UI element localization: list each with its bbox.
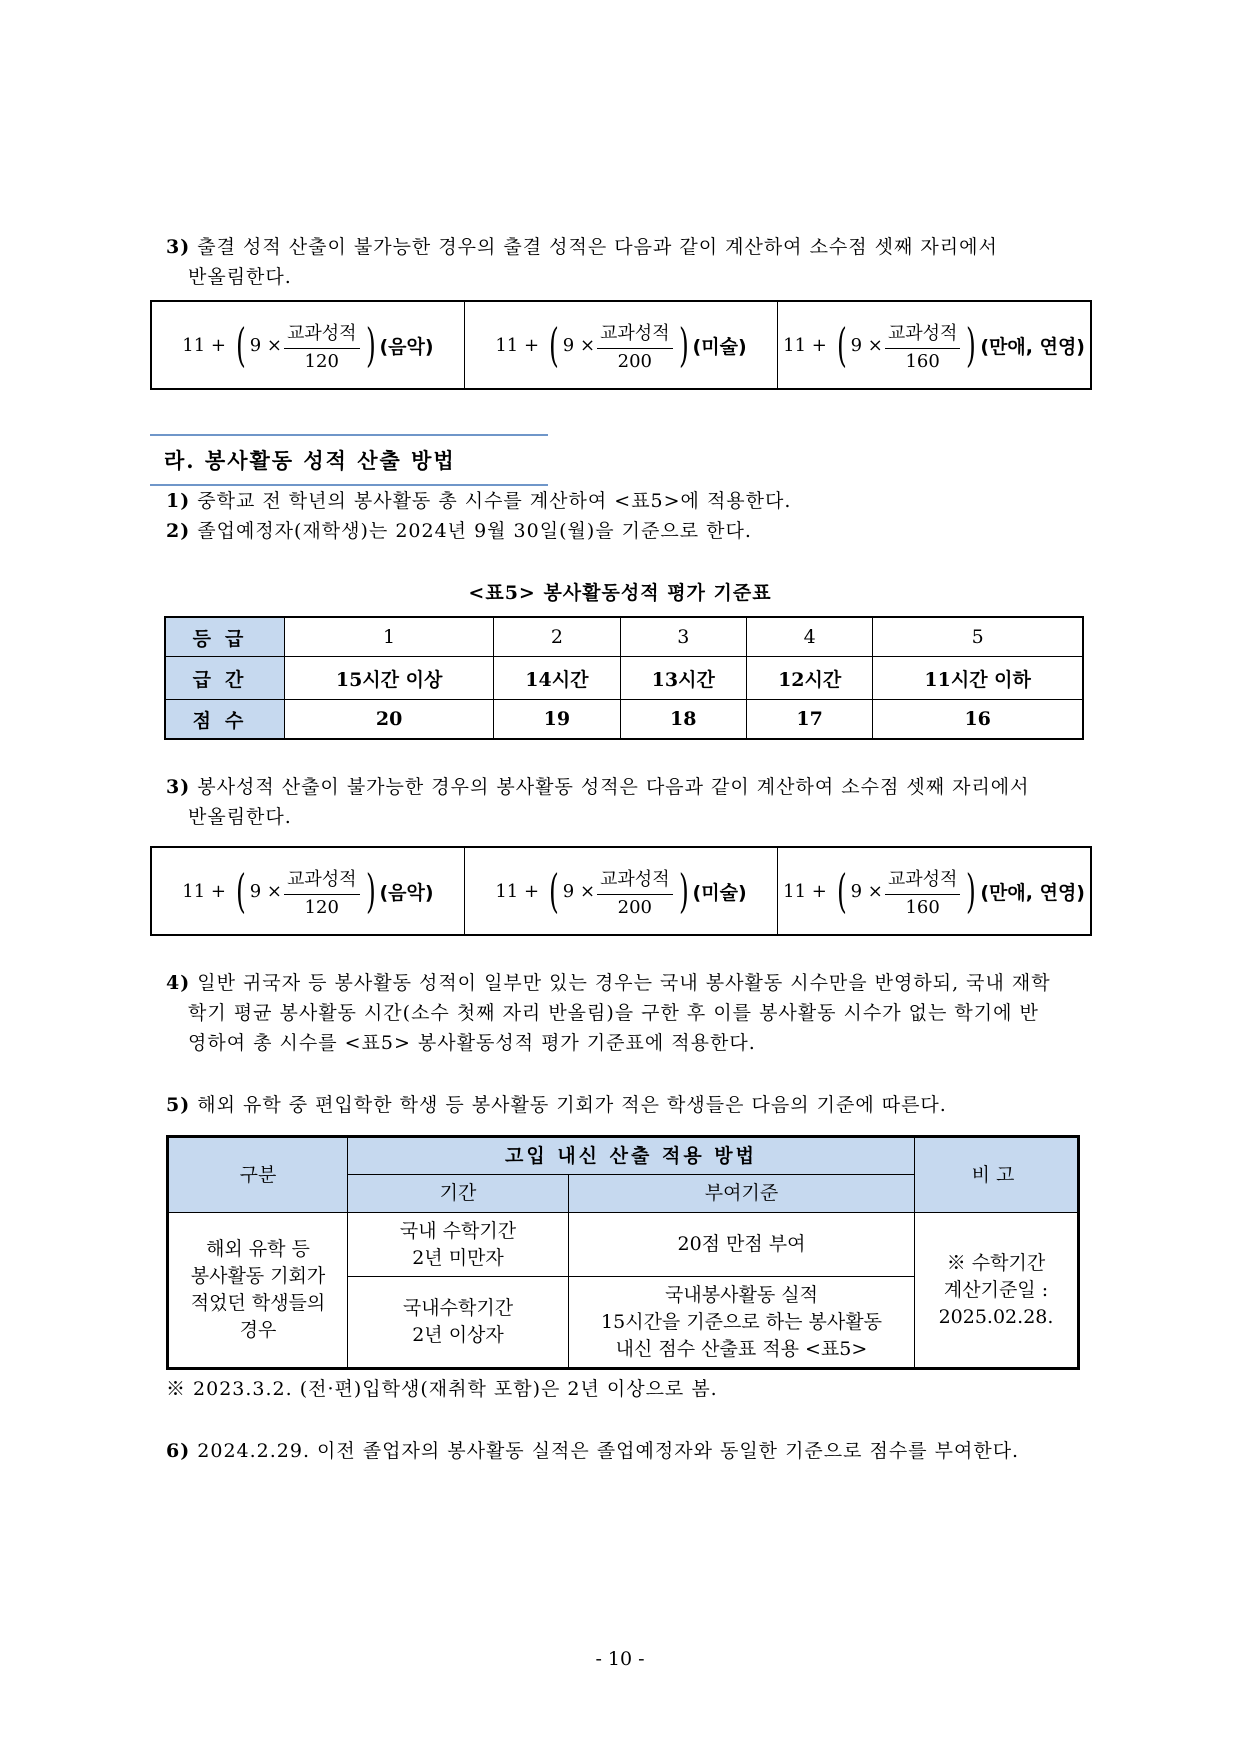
item-number: 3) (166, 236, 191, 258)
item-number: 5) (166, 1094, 191, 1116)
item-number: 2) (166, 520, 191, 542)
item-text-line2: 반올림한다. (188, 806, 292, 828)
formula-numerator: 교과성적 (284, 319, 360, 349)
item-text: 해외 유학 중 편입학한 학생 등 봉사활동 기회가 적은 학생들은 다음의 기준에 따른다. (197, 1094, 947, 1116)
formula-mult: 9 × (850, 880, 883, 902)
formula-subject: (만애, 연영) (980, 335, 1085, 358)
volunteer-item-3 (166, 772, 1030, 832)
grade-cell: 2 (494, 617, 620, 657)
section-title-box (150, 434, 548, 486)
formula-numerator: 교과성적 (597, 865, 673, 895)
item-text: 2024.2.29. 이전 졸업자의 봉사활동 실적은 졸업예정자와 동일한 기준으로 점수를 부여한다. (197, 1440, 1020, 1462)
item-text-line1: 봉사성적 산출이 불가능한 경우의 봉사활동 성적은 다음과 같이 계산하여 소수점 셋째 자리에서 (197, 776, 1030, 798)
header-category: 구분 (168, 1137, 348, 1213)
header-period: 기간 (348, 1175, 569, 1213)
category-line: 해외 유학 등 (206, 1238, 310, 1260)
period-cell (348, 1213, 569, 1277)
row-header-score: 점수 (165, 700, 285, 740)
period-line: 국내 수학기간 (399, 1219, 517, 1242)
formula-numerator: 교과성적 (885, 865, 961, 895)
formula-numerator: 교과성적 (597, 319, 673, 349)
item-text-line2: 학기 평균 봉사활동 시간(소수 첫째 자리 반올림)을 구한 후 이를 봉사활동 시수가 없는 학기에 반 (188, 1002, 1039, 1024)
period-cell (348, 1277, 569, 1369)
formula-denominator: 200 (617, 896, 652, 918)
header-method: 고입 내신 산출 적용 방법 (348, 1137, 915, 1175)
formula-prefix: 11 + (182, 334, 226, 356)
item-text-line1: 일반 귀국자 등 봉사활동 성적이 일부만 있는 경우는 국내 봉사활동 시수만을 반영하되, 국내 재학 (197, 972, 1051, 994)
item-number: 1) (166, 490, 191, 512)
item-number: 6) (166, 1440, 191, 1462)
formula-cell-art: 11 + ( 9 × $\frac{\text{교과성적}}{200}$ ) (미술) (464, 847, 777, 935)
formula-subject: (음악) (379, 335, 434, 358)
table-footnote: ※ 2023.3.2. (전·편)입학생(재취학 포함)은 2년 이상으로 봄. (166, 1378, 718, 1400)
item-number: 4) (166, 972, 191, 994)
score-cell: 17 (746, 700, 872, 740)
category-cell (168, 1213, 348, 1369)
criteria-cell (569, 1277, 915, 1369)
formula-cell-cartoon: 11 + ( 9 × $\frac{\text{교과성적}}{160}$ ) (만애, 연영) (778, 847, 1091, 935)
formula-prefix: 11 + (783, 334, 827, 356)
grade-cell: 4 (746, 617, 872, 657)
overseas-table (166, 1135, 1080, 1370)
grade-table (164, 616, 1084, 740)
formula-cell-cartoon: 11 + ( 9 × $\frac{\text{교과성적}}{160}$ ) (만애, 연영) (778, 301, 1091, 389)
category-line: 봉사활동 기회가 (190, 1265, 326, 1287)
period-line: 2년 미만자 (412, 1246, 504, 1269)
formula-denominator: 120 (304, 350, 339, 372)
note-line: 2025.02.28. (938, 1305, 1054, 1328)
criteria-line: 내신 점수 산출표 적용 <표5> (615, 1337, 868, 1360)
intro-item-1 (166, 486, 791, 516)
criteria-line: 15시간을 기준으로 하는 봉사활동 (601, 1310, 882, 1333)
range-cell: 15시간 이상 (285, 657, 494, 700)
formula-subject: (미술) (692, 335, 747, 358)
formula-mult: 9 × (562, 334, 596, 356)
formula-numerator: 교과성적 (885, 319, 961, 349)
score-cell: 16 (873, 700, 1083, 740)
attendance-item-3 (166, 232, 998, 292)
grade-cell: 5 (873, 617, 1083, 657)
table-row-range (165, 657, 1083, 700)
table-row-score (165, 700, 1083, 740)
category-line: 적었던 학생들의 (190, 1292, 326, 1314)
range-cell: 14시간 (494, 657, 620, 700)
formula-cell-music: 11 + ( 9 × $\frac{\text{교과성적}}{120}$ ) (음악) (151, 847, 464, 935)
item-text: 졸업예정자(재학생)는 2024년 9월 30일(월)을 기준으로 한다. (197, 520, 752, 542)
table-row (168, 1213, 1079, 1277)
header-criteria: 부여기준 (569, 1175, 915, 1213)
period-line: 2년 이상자 (412, 1324, 504, 1346)
score-cell: 18 (620, 700, 746, 740)
formula-subject: (미술) (692, 881, 747, 904)
formula-prefix: 11 + (495, 334, 540, 356)
section-title: 라. 봉사활동 성적 산출 방법 (164, 448, 456, 473)
period-line: 국내수학기간 (402, 1297, 514, 1319)
formula-subject: (만애, 연영) (980, 881, 1085, 904)
grade-cell: 1 (285, 617, 494, 657)
range-cell: 13시간 (620, 657, 746, 700)
item-text-line3: 영하여 총 시수를 <표5> 봉사활동성적 평가 기준표에 적용한다. (188, 1032, 756, 1054)
item-number: 3) (166, 776, 191, 798)
item-5 (166, 1090, 947, 1120)
formula-prefix: 11 + (783, 880, 827, 902)
formula-prefix: 11 + (182, 880, 226, 902)
formula-denominator: 200 (617, 350, 652, 372)
note-line: ※ 수학기간 (946, 1251, 1046, 1274)
table5-caption: <표5> 봉사활동성적 평가 기준표 (468, 582, 772, 604)
category-line: 경우 (239, 1319, 277, 1341)
range-cell: 11시간 이하 (873, 657, 1083, 700)
formula-denominator: 120 (304, 896, 339, 918)
score-cell: 19 (494, 700, 620, 740)
item-text-line2: 반올림한다. (188, 266, 292, 288)
formula-mult: 9 × (249, 880, 282, 902)
row-header-grade: 등급 (165, 617, 285, 657)
header-note: 비고 (915, 1137, 1079, 1213)
formula-cell-music: 11 + ( 9 × $\frac{\text{교과성적}}{120}$ ) (음악) (151, 301, 464, 389)
formula-denominator: 160 (905, 896, 940, 918)
formula-subject: (음악) (379, 881, 434, 904)
criteria-line: 국내봉사활동 실적 (665, 1283, 818, 1306)
note-line: 계산기준일 : (943, 1278, 1049, 1301)
criteria-cell: 20점 만점 부여 (569, 1213, 915, 1277)
formula-mult: 9 × (249, 334, 282, 356)
attendance-formula-table (150, 300, 1092, 390)
page-number: - 10 - (595, 1648, 645, 1670)
grade-cell: 3 (620, 617, 746, 657)
formula-cell-art: 11 + ( 9 × $\frac{\text{교과성적}}{200}$ ) (미술) (464, 301, 777, 389)
item-6 (166, 1436, 1019, 1466)
formula-mult: 9 × (850, 334, 883, 356)
item-text: 중학교 전 학년의 봉사활동 총 시수를 계산하여 <표5>에 적용한다. (197, 490, 792, 512)
score-cell: 20 (285, 700, 494, 740)
range-cell: 12시간 (746, 657, 872, 700)
row-header-range: 급간 (165, 657, 285, 700)
formula-numerator: 교과성적 (284, 865, 360, 895)
volunteer-formula-table (150, 846, 1092, 936)
item-4 (166, 968, 1051, 1058)
formula-prefix: 11 + (495, 880, 540, 902)
intro-item-2 (166, 516, 752, 546)
table-row-grade (165, 617, 1083, 657)
formula-denominator: 160 (905, 350, 940, 372)
item-text-line1: 출결 성적 산출이 불가능한 경우의 출결 성적은 다음과 같이 계산하여 소수점 셋째 자리에서 (197, 236, 998, 258)
formula-mult: 9 × (562, 880, 596, 902)
note-cell (915, 1213, 1079, 1369)
